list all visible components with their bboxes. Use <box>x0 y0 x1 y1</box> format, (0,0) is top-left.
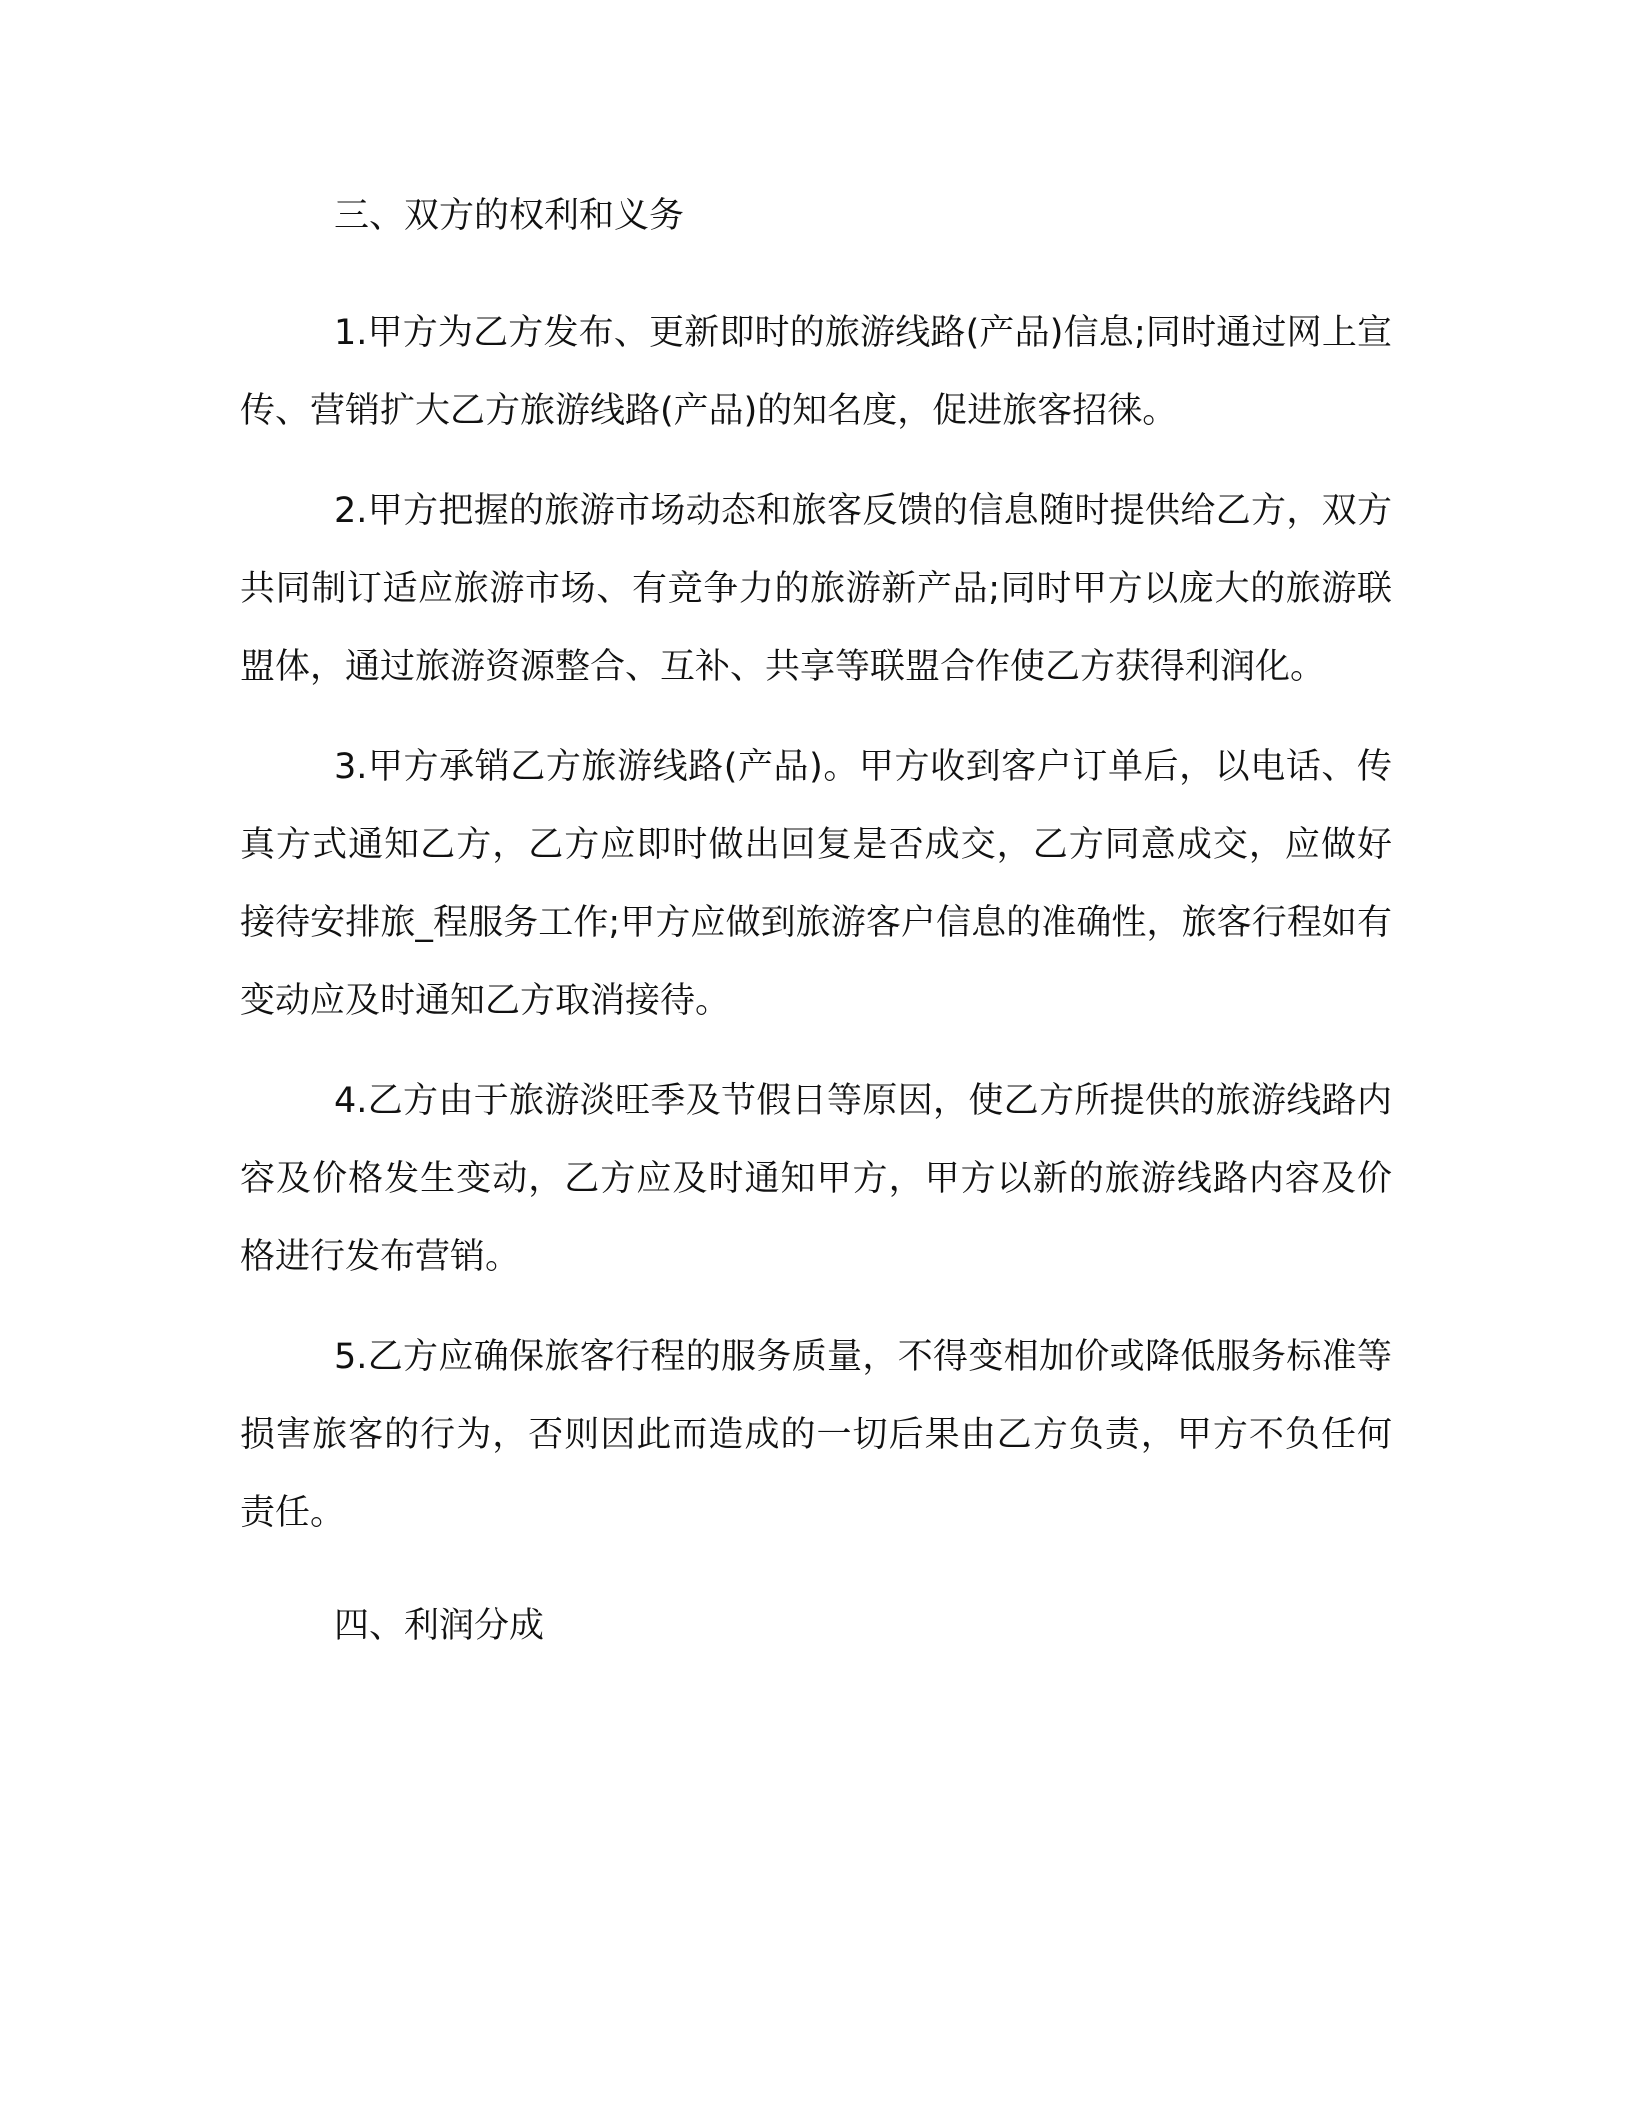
clause-2: 2.甲方把握的旅游市场动态和旅客反馈的信息随时提供给乙方，双方共同制订适应旅游市场、有竞争力的旅游新产品;同时甲方以庞大的旅游联盟体，通过旅游资源整合、互补、共享等联盟合作使乙方获得利润化。 <box>240 491 1392 687</box>
section-heading-profit-sharing: 四、利润分成 <box>334 1606 545 1646</box>
document-body <box>240 190 1392 1652</box>
clause-4: 4.乙方由于旅游淡旺季及节假日等原因，使乙方所提供的旅游线路内容及价格发生变动，乙方应及时通知甲方，甲方以新的旅游线路内容及价格进行发布营销。 <box>240 1081 1392 1277</box>
section-heading-rights-obligations: 三、双方的权利和义务 <box>334 196 685 236</box>
clause-3: 3.甲方承销乙方旅游线路(产品)。甲方收到客户订单后，以电话、传真方式通知乙方，乙方应即时做出回复是否成交，乙方同意成交，应做好接待安排旅_程服务工作;甲方应做到旅游客户信息的准确性，旅客行程如有变动应及时通知乙方取消接待。 <box>240 747 1392 1021</box>
clause-1: 1.甲方为乙方发布、更新即时的旅游线路(产品)信息;同时通过网上宣传、营销扩大乙方旅游线路(产品)的知名度，促进旅客招徕。 <box>240 313 1392 431</box>
clause-5: 5.乙方应确保旅客行程的服务质量，不得变相加价或降低服务标准等损害旅客的行为，否则因此而造成的一切后果由乙方负责，甲方不负任何责任。 <box>240 1337 1392 1533</box>
